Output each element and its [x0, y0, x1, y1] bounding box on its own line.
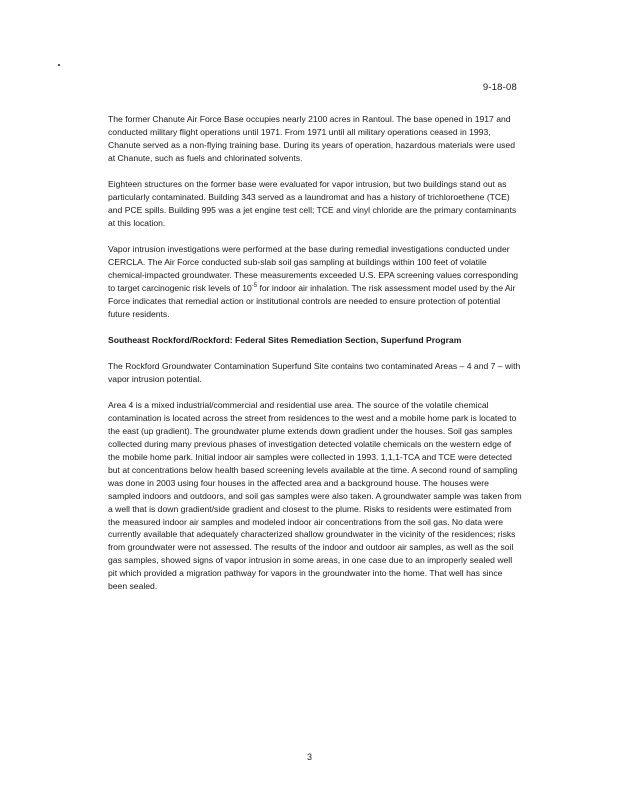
document-body [108, 113, 523, 607]
paragraph-area-4: Area 4 is a mixed industrial/commercial and residential use area. The source of the volatile chemical contamination is located across the street from residences to the west and a mobile home park is located to the east (up gradient). The groundwater plume extends down gradient under the houses. Soil gas samples collected during many previous phases of investigation detected volatile chemicals on the western edge of the mobile home park. Initial indoor air samples were collected in 1993. 1,1,1-TCA and TCE were detected but at concentrations below health based screening levels available at the time. A second round of sampling was done in 2003 using four houses in the affected area and a background house. The houses were sampled indoors and outdoors, and soil gas samples were also taken. A groundwater sample was taken from a well that is down gradient/side gradient and closest to the plume. Risks to residents were estimated from the measured indoor air samples and modeled indoor air concentrations from the soil gas. No data were currently available that adequately characterized shallow groundwater in the vicinity of the residences; risks from groundwater were not assessed. The results of the indoor and outdoor air samples, as well as the soil gas samples, showed signs of vapor intrusion in some areas, in one case due to an improperly sealed well pit which provided a migration pathway for vapors in the groundwater into the home. That well has since been sealed. [108, 400, 522, 592]
document-date: 9-18-08 [482, 82, 517, 93]
paragraph-chanute-history: The former Chanute Air Force Base occupies nearly 2100 acres in Rantoul. The base opened in 1917 and conducted military flight operations until 1971. From 1971 until all military operations ceased in 1993, Chanute served as a non-flying training base. During its years of operation, hazardous materials were used at Chanute, such as fuels and chlorinated solvents. [108, 114, 515, 163]
paragraph-vapor-intrusion-investigation [108, 243, 523, 320]
paragraph-text: for indoor air inhalation. The risk assessment model used by the Air Force indicates that remedial action or institutional controls are needed to ensure protection of potential future residents. [108, 282, 516, 319]
scan-speck [58, 64, 60, 66]
section-heading-rockford: Southeast Rockford/Rockford: Federal Sites Remediation Section, Superfund Program [108, 335, 462, 346]
paragraph-text: Vapor intrusion investigations were performed at the base during remedial investigations conducted under CERCLA. The Air Force conducted sub-slab soil gas sampling at buildings within 100 feet of volatile chemical-impacted groundwater. These measurements exceeded U.S. EPA screening values corresponding to target carcinogenic risk levels of 10 [108, 244, 519, 293]
paragraph-chanute-structures: Eighteen structures on the former base were evaluated for vapor intrusion, but two buildings stand out as particularly contaminated. Building 343 served as a laundromat and has a history of trichloroethene (TCE) and PCE spills. Building 995 was a jet engine test cell; TCE and vinyl chloride are the primary contaminants at this location. [108, 179, 517, 228]
page-number: 3 [306, 752, 312, 762]
paragraph-rockford-overview: The Rockford Groundwater Contamination Superfund Site contains two contaminated Areas – 4 and 7 – with vapor intrusion potential. [108, 361, 521, 384]
exponent: -5 [251, 283, 258, 290]
